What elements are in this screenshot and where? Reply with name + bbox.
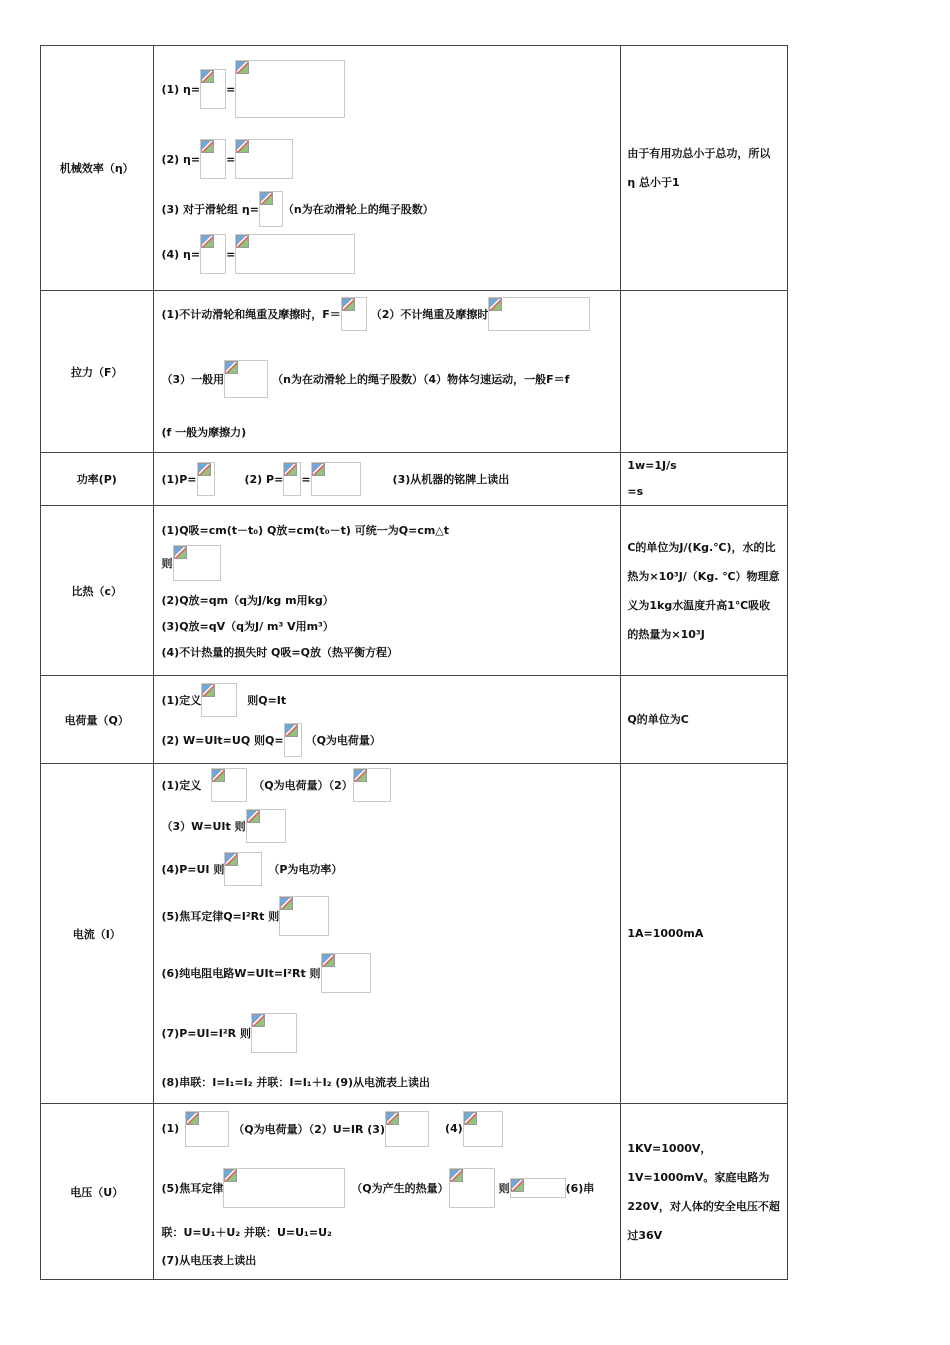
formula-image: [200, 234, 226, 274]
formula-image: [463, 1111, 503, 1147]
formula-image: [353, 768, 391, 802]
note-cell: C的单位为J/(Kg.℃)，水的比热为×10³J/（Kg. ℃）物理意义为1kg水温度升高1℃吸收的热量为×10³J: [621, 506, 788, 676]
formula-image: [235, 139, 293, 179]
quantity-name: 电压（U）: [41, 1104, 154, 1280]
note-cell: [621, 291, 788, 453]
formula-image: [224, 852, 262, 886]
note-cell: 由于有用功总小于总功，所以 η 总小于1: [621, 46, 788, 291]
formula-image: [173, 545, 221, 581]
row-efficiency: [41, 46, 788, 291]
formula-cell: (1)P= (2) P= = (3)从机器的铭牌上读出: [153, 453, 621, 506]
formula-image: [283, 462, 301, 496]
formula-image: [246, 809, 286, 843]
formula-image: [223, 1168, 345, 1208]
quantity-name: 比热（c）: [41, 506, 154, 676]
formula-image: [200, 139, 226, 179]
formula-image: [488, 297, 590, 331]
formula-image: [201, 683, 237, 717]
note-cell: Q的单位为C: [621, 676, 788, 764]
quantity-name: 电流（I）: [41, 764, 154, 1104]
formula-cell: (1)定义 （Q为电荷量）（2） （3）W=UIt 则 (4)P=UI 则 （P为电功率） (5)焦耳定律Q=I²Rt 则 (6)纯电阻电路W=UIt=I²Rt 则 (7)P=UI=I²R 则 (8)串联：I=I₁=I₂ 并联：I=I₁＋I₂ (9)从电流表上读出: [153, 764, 621, 1104]
formula-cell: (1) （Q为电荷量）（2）U=IR (3) (4) (5)焦耳定律 （Q为产生的热量） 则 (6)串 联：U=U₁＋U₂ 并联：U=U₁=U₂ (7)从电压表上读出: [153, 1104, 621, 1280]
formula-image: [200, 69, 226, 109]
formula-image: [510, 1178, 566, 1198]
formula-image: [385, 1111, 429, 1147]
quantity-name: 机械效率（η）: [41, 46, 154, 291]
formula-image: [311, 462, 361, 496]
quantity-name: 电荷量（Q）: [41, 676, 154, 764]
formula-cell: (1)定义 则Q=It (2) W=UIt=UQ 则Q= （Q为电荷量）: [153, 676, 621, 764]
row-power: [41, 453, 788, 506]
formula-image: [185, 1111, 229, 1147]
formula-image: [235, 234, 355, 274]
formula-image: [211, 768, 247, 802]
row-force: [41, 291, 788, 453]
note-cell: 1KV=1000V，1V=1000mV。家庭电路为220V，对人体的安全电压不超过36V: [621, 1104, 788, 1280]
row-heat: [41, 506, 788, 676]
quantity-name: 功率(P): [41, 453, 154, 506]
note-cell: 1w=1J/s =s: [621, 453, 788, 506]
formula-image: [251, 1013, 297, 1053]
formula-image: [224, 360, 268, 398]
formula-image: [449, 1168, 495, 1208]
formula-image: [259, 191, 283, 227]
formula-image: [321, 953, 371, 993]
note-cell: 1A=1000mA: [621, 764, 788, 1104]
row-voltage: [41, 1104, 788, 1280]
row-current: [41, 764, 788, 1104]
row-charge: [41, 676, 788, 764]
formula-image: [284, 723, 302, 757]
formula-image: [279, 896, 329, 936]
formula-image: [341, 297, 367, 331]
formula-table: [40, 45, 788, 1280]
formula-cell: (1)Q吸=cm(t－t₀) Q放=cm(t₀－t) 可统一为Q=cm△t 则 (2)Q放=qm（q为J/kg m用kg） (3)Q放=qV（q为J/ m³ V用m³） (4)不计热量的损失时 Q吸=Q放（热平衡方程）: [153, 506, 621, 676]
formula-image: [235, 60, 345, 118]
formula-cell: (1) η= = (2) η= = (3) 对于滑轮组 η= （n为在动滑轮上的绳子股数） (4) η= =: [153, 46, 621, 291]
quantity-name: 拉力（F）: [41, 291, 154, 453]
formula-image: [197, 462, 215, 496]
formula-cell: (1)不计动滑轮和绳重及摩擦时，F＝ （2）不计绳重及摩擦时 （3）一般用 （n为在动滑轮上的绳子股数）（4）物体匀速运动，一般F＝f (f 一般为摩擦力): [153, 291, 621, 453]
